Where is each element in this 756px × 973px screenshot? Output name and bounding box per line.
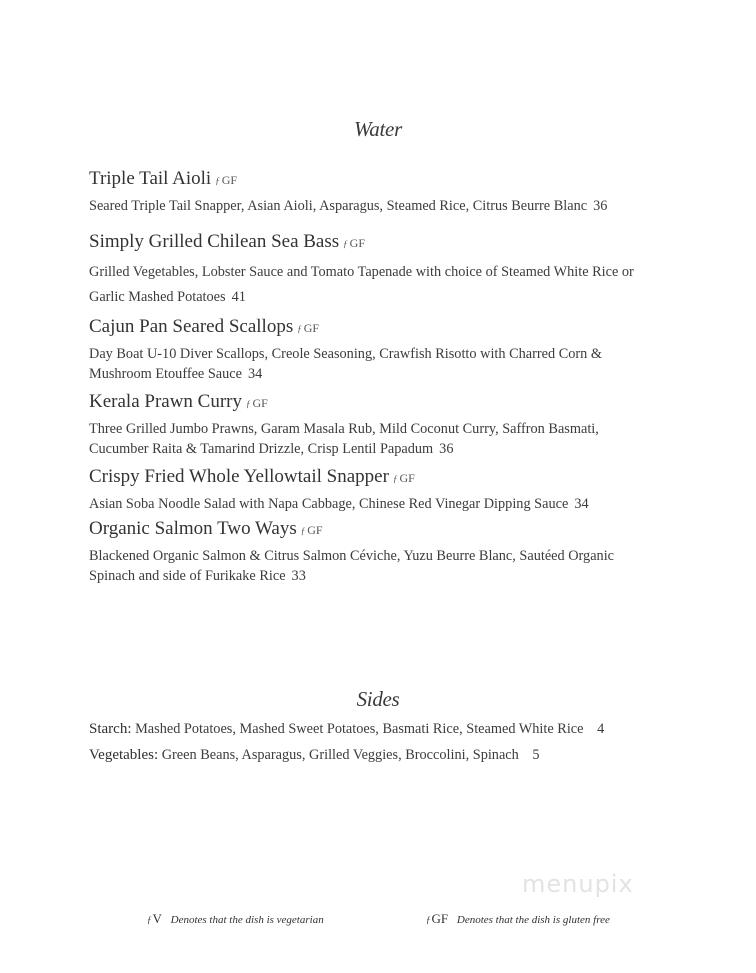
dish-price: 34 (574, 496, 589, 512)
gf-tag-text: GF (349, 236, 365, 250)
dish-price: 33 (291, 568, 306, 584)
gf-code-text: GF (431, 911, 449, 926)
gf-note: Denotes that the dish is gluten free (456, 914, 610, 926)
gf-tag-text: GF (307, 523, 323, 537)
menupix-watermark: menupix (522, 870, 634, 898)
dish-description-text: Day Boat U-10 Diver Scallops, Creole Seasoning, Crawfish Risotto with Charred Corn & Mushroom Etouffee Sauce (89, 346, 603, 382)
dish-description (89, 344, 649, 384)
dish-name: Triple Tail Aioli (89, 168, 212, 189)
veg-code-text: V (152, 911, 162, 926)
dish-description (89, 494, 649, 514)
gf-tag (297, 321, 319, 335)
dish-name: Crispy Fried Whole Yellowtail Snapper (89, 466, 389, 487)
starch-label: Starch: (89, 721, 132, 737)
legend-vegetarian (147, 911, 324, 927)
leaf-mark-icon: ƒ (300, 526, 306, 536)
dish-description (89, 546, 649, 586)
leaf-mark-icon: ƒ (147, 915, 152, 925)
dish-description-text: Blackened Organic Salmon & Citrus Salmon Céviche, Yuzu Beurre Blanc, Sautéed Organic Spinach and side of Furikake Rice (89, 548, 615, 584)
vegetables-items: Green Beans, Asparagus, Grilled Veggies, Broccolini, Spinach (161, 747, 519, 763)
gf-tag (301, 523, 323, 537)
leaf-mark-icon: ƒ (426, 915, 431, 925)
gf-tag-text: GF (252, 396, 268, 410)
leaf-mark-icon: ƒ (343, 239, 348, 249)
dish-name: Simply Grilled Chilean Sea Bass (89, 231, 340, 252)
leaf-mark-icon: ƒ (215, 176, 220, 186)
dish-description (89, 419, 649, 459)
starch-items: Mashed Potatoes, Mashed Sweet Potatoes, Basmati Rice, Steamed White Rice (135, 721, 584, 737)
dish-price: 34 (248, 366, 263, 382)
dish-yellowtail-snapper (89, 466, 649, 514)
sides-section-title: Sides (356, 687, 400, 711)
leaf-mark-icon: ƒ (297, 324, 302, 334)
dish-description-text: Grilled Vegetables, Lobster Sauce and Tomato Tapenade with choice of Steamed White Rice or Garlic Mashed Potatoes (89, 264, 634, 305)
dish-name: Kerala Prawn Curry (89, 391, 243, 412)
vegetables-price: 5 (532, 747, 540, 763)
dish-organic-salmon (89, 518, 649, 586)
dish-chilean-sea-bass (89, 231, 649, 310)
gf-tag (215, 173, 237, 187)
sides-vegetables-line (89, 747, 540, 764)
dish-name: Cajun Pan Seared Scallops (89, 316, 294, 337)
dish-description (89, 260, 649, 310)
dish-name: Organic Salmon Two Ways (89, 518, 297, 539)
dish-triple-tail-aioli (89, 168, 649, 216)
gf-tag-text: GF (399, 471, 415, 485)
gf-tag (343, 236, 365, 250)
vegetables-label: Vegetables: (89, 747, 159, 763)
dish-cajun-scallops (89, 316, 649, 384)
dish-price: 36 (439, 441, 454, 457)
dish-description (89, 196, 649, 216)
water-section-title: Water (354, 117, 402, 141)
sides-starch-line (89, 721, 604, 738)
dish-description-text: Three Grilled Jumbo Prawns, Garam Masala Rub, Mild Coconut Curry, Saffron Basmati, Cucumber Raita & Tamarind Drizzle, Crisp Lentil Papadum (89, 421, 599, 457)
gf-tag-text: GF (221, 173, 238, 187)
veg-code (147, 911, 162, 926)
dish-description-text: Asian Soba Noodle Salad with Napa Cabbage, Chinese Red Vinegar Dipping Sauce (89, 496, 569, 512)
leaf-mark-icon: ƒ (392, 474, 398, 484)
gf-tag-text: GF (303, 321, 320, 335)
veg-note: Denotes that the dish is vegetarian (170, 914, 324, 926)
dish-price: 36 (593, 198, 608, 214)
leaf-mark-icon: ƒ (246, 399, 251, 409)
legend-gluten-free (426, 911, 610, 927)
gf-code (426, 911, 448, 926)
dish-kerala-prawn-curry (89, 391, 649, 459)
gf-tag (393, 471, 415, 485)
starch-price: 4 (597, 721, 605, 737)
dish-description-text: Seared Triple Tail Snapper, Asian Aioli, Asparagus, Steamed Rice, Citrus Beurre Blanc (89, 198, 588, 214)
dish-price: 41 (231, 289, 246, 305)
gf-tag (246, 396, 268, 410)
